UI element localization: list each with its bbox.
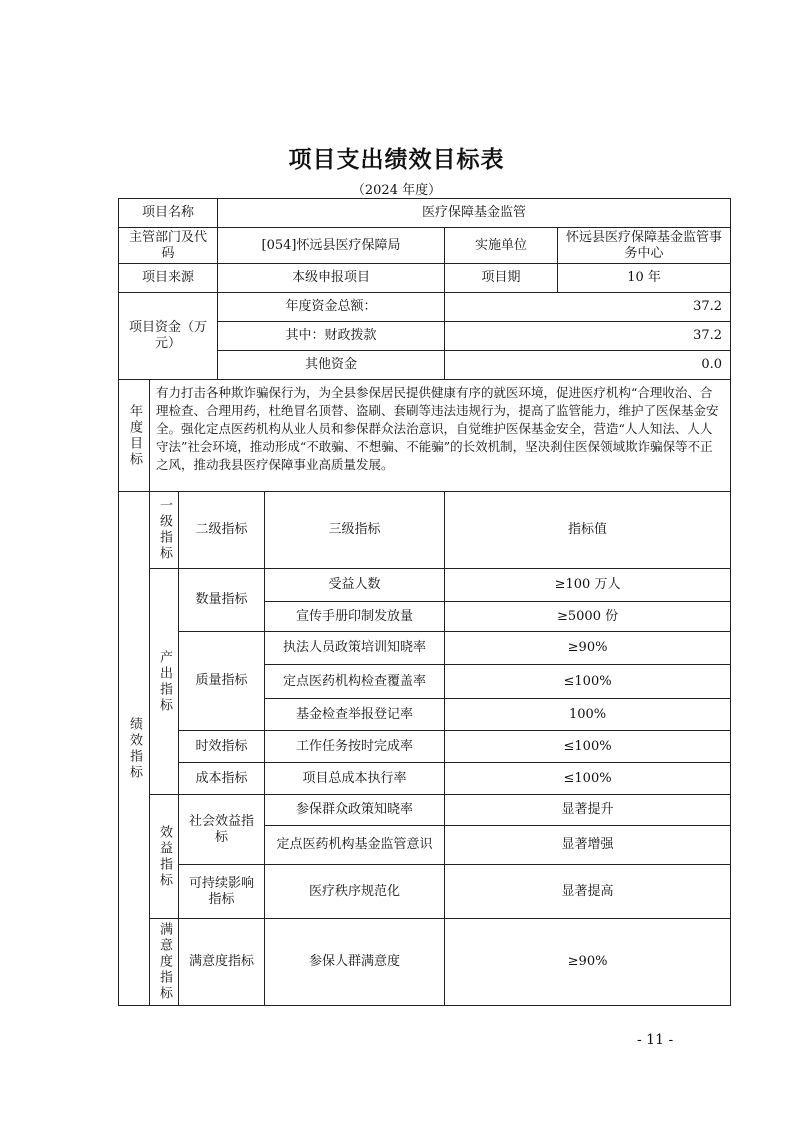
impl-unit-label: 实施单位: [445, 228, 558, 264]
page-subtitle: （2024 年度）: [351, 183, 442, 198]
funds-fiscal-label: 其中：财政拨款: [218, 322, 445, 351]
sustain-label: 可持续影响指标: [179, 865, 265, 919]
indicator-value: ≥100 万人: [445, 569, 731, 602]
period-value: 10 年: [558, 264, 731, 293]
impl-unit-value: 怀远县医疗保障基金监管事务中心: [558, 228, 731, 264]
indicator-name: 参保人群满意度: [265, 919, 445, 1006]
indicator-name: 基金检查举报登记率: [265, 699, 445, 731]
indicator-name: 定点医药机构检查覆盖率: [265, 665, 445, 699]
indicator-value: 100%: [445, 699, 731, 731]
goal-label: 年度目标: [119, 380, 150, 492]
indicator-name: 工作任务按时完成率: [265, 731, 445, 763]
page-title: 项目支出绩效目标表: [288, 146, 505, 173]
source-value: 本级申报项目: [218, 264, 445, 293]
project-name-label: 项目名称: [119, 199, 218, 228]
indicator-value: 显著提升: [445, 795, 731, 826]
quantity-label: 数量指标: [179, 569, 265, 632]
satisfaction-sub-label: 满意度指标: [179, 919, 265, 1006]
period-label: 项目期: [445, 264, 558, 293]
indicator-value: ≥5000 份: [445, 602, 731, 632]
header-level1: 一级指标: [150, 492, 179, 569]
source-label: 项目来源: [119, 264, 218, 293]
indicator-value: ≤100%: [445, 731, 731, 763]
quality-label: 质量指标: [179, 632, 265, 731]
indicator-value: 显著增强: [445, 826, 731, 865]
indicator-value: ≥90%: [445, 632, 731, 665]
indicator-value: ≥90%: [445, 919, 731, 1006]
funds-total-value: 37.2: [445, 293, 731, 322]
indicator-name: 执法人员政策培训知晓率: [265, 632, 445, 665]
social-benefit-label: 社会效益指标: [179, 795, 265, 865]
header-level2: 二级指标: [179, 492, 265, 569]
funds-other-value: 0.0: [445, 351, 731, 380]
dept-value: [054]怀远县医疗保障局: [218, 228, 445, 264]
cost-label: 成本指标: [179, 763, 265, 795]
goal-text: 有力打击各种欺诈骗保行为，为全县参保居民提供健康有序的就医环境，促进医疗机构“合理收治、合理检查、合理用药，杜绝冒名顶替、盗刷、套刷等违法违规行为，提高了监管能力，维护了医保基金安全。强化定点医药机构从业人员和参保群众法治意识，自觉维护医保基金安全，营造“人人知法、人人守法”社会环境，推动形成“不敢骗、不想骗、不能骗”的长效机制，坚决刹住医保领域欺诈骗保等不正之风，推动我县医疗保障事业高质量发展。: [150, 380, 731, 492]
indicator-name: 受益人数: [265, 569, 445, 602]
funds-label: 项目资金（万元）: [119, 293, 218, 380]
indicator-value: ≤100%: [445, 665, 731, 699]
indicator-name: 项目总成本执行率: [265, 763, 445, 795]
timeliness-label: 时效指标: [179, 731, 265, 763]
indicator-value: ≤100%: [445, 763, 731, 795]
indicator-name: 医疗秩序规范化: [265, 865, 445, 919]
indicator-name: 定点医药机构基金监管意识: [265, 826, 445, 865]
performance-target-table: [118, 198, 731, 1006]
indicator-name: 参保群众政策知晓率: [265, 795, 445, 826]
project-name-value: 医疗保障基金监管: [218, 199, 731, 228]
page-number: - 11 -: [637, 1032, 674, 1048]
output-label: 产出指标: [150, 569, 179, 795]
satisfaction-label: 满意度指标: [150, 919, 179, 1006]
header-value: 指标值: [445, 492, 731, 569]
indicator-name: 宣传手册印制发放量: [265, 602, 445, 632]
funds-fiscal-value: 37.2: [445, 322, 731, 351]
header-level3: 三级指标: [265, 492, 445, 569]
funds-total-label: 年度资金总额：: [218, 293, 445, 322]
benefit-label: 效益指标: [150, 795, 179, 919]
dept-label: 主管部门及代码: [119, 228, 218, 264]
indicators-label: 绩效指标: [119, 492, 150, 1006]
funds-other-label: 其他资金: [218, 351, 445, 380]
indicator-value: 显著提高: [445, 865, 731, 919]
